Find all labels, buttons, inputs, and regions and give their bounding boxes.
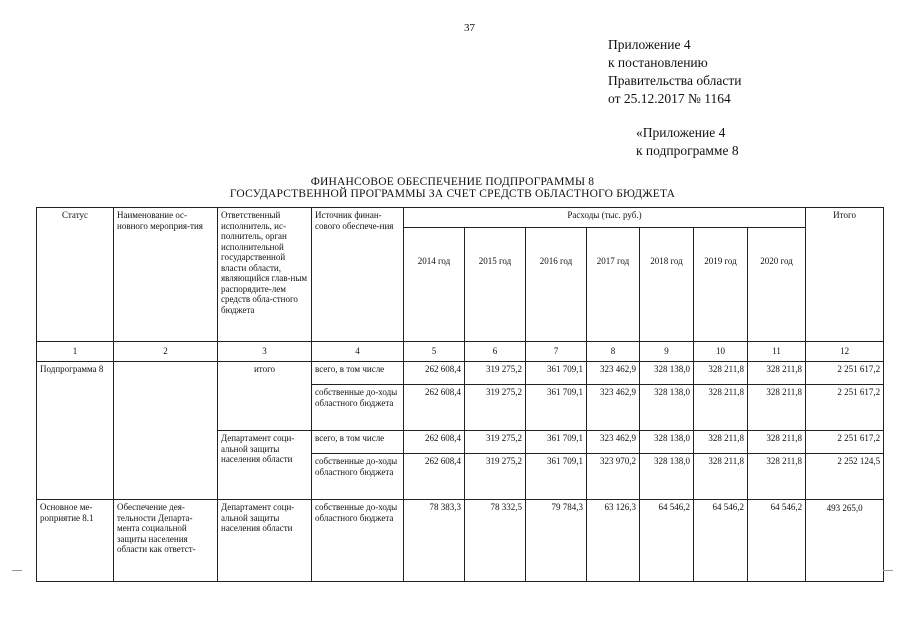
column-index-row	[37, 342, 884, 362]
total-cell: 2 251 617,2	[806, 362, 884, 385]
value-cell: 319 275,2	[465, 454, 526, 500]
value-cell: 328 138,0	[640, 454, 694, 500]
column-index: 3	[218, 342, 312, 362]
value-cell: 328 211,8	[748, 454, 806, 500]
table-row	[37, 500, 884, 582]
executor-cell: итого	[218, 362, 312, 431]
column-index: 8	[587, 342, 640, 362]
header-name: Наименование ос-новного мероприя-тия	[114, 208, 218, 342]
value-cell: 262 608,4	[404, 431, 465, 454]
sub-appendix-line: «Приложение 4	[636, 125, 726, 140]
source-cell: собственные до-ходы областного бюджета	[312, 454, 404, 500]
appendix-line: Правительства области	[608, 73, 742, 88]
value-cell: 328 211,8	[694, 362, 748, 385]
total-cell: 2 252 124,5	[806, 454, 884, 500]
value-cell: 64 546,2	[748, 500, 806, 582]
appendix-block	[608, 36, 741, 108]
value-cell: 323 970,2	[587, 454, 640, 500]
margin-mark	[12, 570, 22, 571]
value-cell: 323 462,9	[587, 362, 640, 385]
header-year: 2017 год	[587, 228, 640, 342]
column-index: 2	[114, 342, 218, 362]
executor-cell: Департамент соци-альной защиты населения области	[218, 431, 312, 500]
value-cell: 64 546,2	[640, 500, 694, 582]
header-year: 2020 год	[748, 228, 806, 342]
header-status: Статус	[37, 208, 114, 342]
value-cell: 328 211,8	[694, 385, 748, 431]
header-year: 2019 год	[694, 228, 748, 342]
sub-appendix-block	[636, 124, 739, 160]
column-index: 10	[694, 342, 748, 362]
value-cell: 328 138,0	[640, 431, 694, 454]
value-cell: 361 709,1	[526, 362, 587, 385]
name-cell	[114, 362, 218, 500]
value-cell: 78 383,3	[404, 500, 465, 582]
column-index: 4	[312, 342, 404, 362]
value-cell: 328 211,8	[694, 431, 748, 454]
sub-appendix-line: к подпрограмме 8	[636, 143, 739, 158]
value-cell: 361 709,1	[526, 431, 587, 454]
value-cell: 328 138,0	[640, 362, 694, 385]
margin-mark	[883, 570, 893, 571]
column-index: 12	[806, 342, 884, 362]
source-cell: собственные до-ходы областного бюджета	[312, 500, 404, 582]
title-line: ГОСУДАРСТВЕННОЙ ПРОГРАММЫ ЗА СЧЕТ СРЕДСТВ ОБЛАСТНОГО БЮДЖЕТА	[229, 188, 676, 200]
title-line: ФИНАНСОВОЕ ОБЕСПЕЧЕНИЕ ПОДПРОГРАММЫ 8	[310, 176, 595, 188]
appendix-line: Приложение 4	[608, 37, 691, 52]
value-cell: 63 126,3	[587, 500, 640, 582]
value-cell: 262 608,4	[404, 362, 465, 385]
header-year: 2015 год	[465, 228, 526, 342]
value-cell: 319 275,2	[465, 362, 526, 385]
value-cell: 328 211,8	[694, 454, 748, 500]
status-cell: Основное ме-роприятие 8.1	[37, 500, 114, 582]
appendix-line: от 25.12.2017 № 1164	[608, 91, 731, 106]
value-cell: 79 784,3	[526, 500, 587, 582]
value-cell: 319 275,2	[465, 431, 526, 454]
header-year: 2014 год	[404, 228, 465, 342]
value-cell: 323 462,9	[587, 431, 640, 454]
value-cell: 64 546,2	[694, 500, 748, 582]
appendix-line: к постановлению	[608, 55, 708, 70]
executor-cell: Департамент соци-альной защиты населения области	[218, 500, 312, 582]
column-index: 6	[465, 342, 526, 362]
header-total: Итого	[806, 208, 884, 342]
status-cell: Подпрограмма 8	[37, 362, 114, 500]
value-cell: 319 275,2	[465, 385, 526, 431]
source-cell: всего, в том числе	[312, 431, 404, 454]
source-cell: собственные до-ходы областного бюджета	[312, 385, 404, 431]
total-cell: 493 265,0	[806, 500, 884, 582]
value-cell: 328 138,0	[640, 385, 694, 431]
column-index: 7	[526, 342, 587, 362]
header-year: 2018 год	[640, 228, 694, 342]
value-cell: 78 332,5	[465, 500, 526, 582]
column-index: 1	[37, 342, 114, 362]
value-cell: 361 709,1	[526, 385, 587, 431]
header-executor: Ответственный исполнитель, ис-полнитель, орган исполнительной государственной власти области, являющийся глав-ным распорядите-лем средств обла-стного бюджета	[218, 208, 312, 342]
column-index: 5	[404, 342, 465, 362]
total-cell: 2 251 617,2	[806, 385, 884, 431]
column-index: 9	[640, 342, 694, 362]
value-cell: 323 462,9	[587, 385, 640, 431]
table-row	[37, 362, 884, 385]
value-cell: 328 211,8	[748, 385, 806, 431]
value-cell: 361 709,1	[526, 454, 587, 500]
value-cell: 328 211,8	[748, 431, 806, 454]
column-index: 11	[748, 342, 806, 362]
document-title	[0, 176, 905, 200]
header-expenses: Расходы (тыс. руб.)	[404, 208, 806, 228]
value-cell: 262 608,4	[404, 385, 465, 431]
name-cell: Обеспечение дея-тельности Департа-мента социальной защиты населения области как ответст-	[114, 500, 218, 582]
source-cell: всего, в том числе	[312, 362, 404, 385]
header-source: Источник финан-сового обеспече-ния	[312, 208, 404, 342]
finance-table	[36, 207, 884, 582]
page-number: 37	[464, 22, 475, 34]
header-year: 2016 год	[526, 228, 587, 342]
value-cell: 328 211,8	[748, 362, 806, 385]
value-cell: 262 608,4	[404, 454, 465, 500]
header-row	[37, 208, 884, 228]
total-cell: 2 251 617,2	[806, 431, 884, 454]
